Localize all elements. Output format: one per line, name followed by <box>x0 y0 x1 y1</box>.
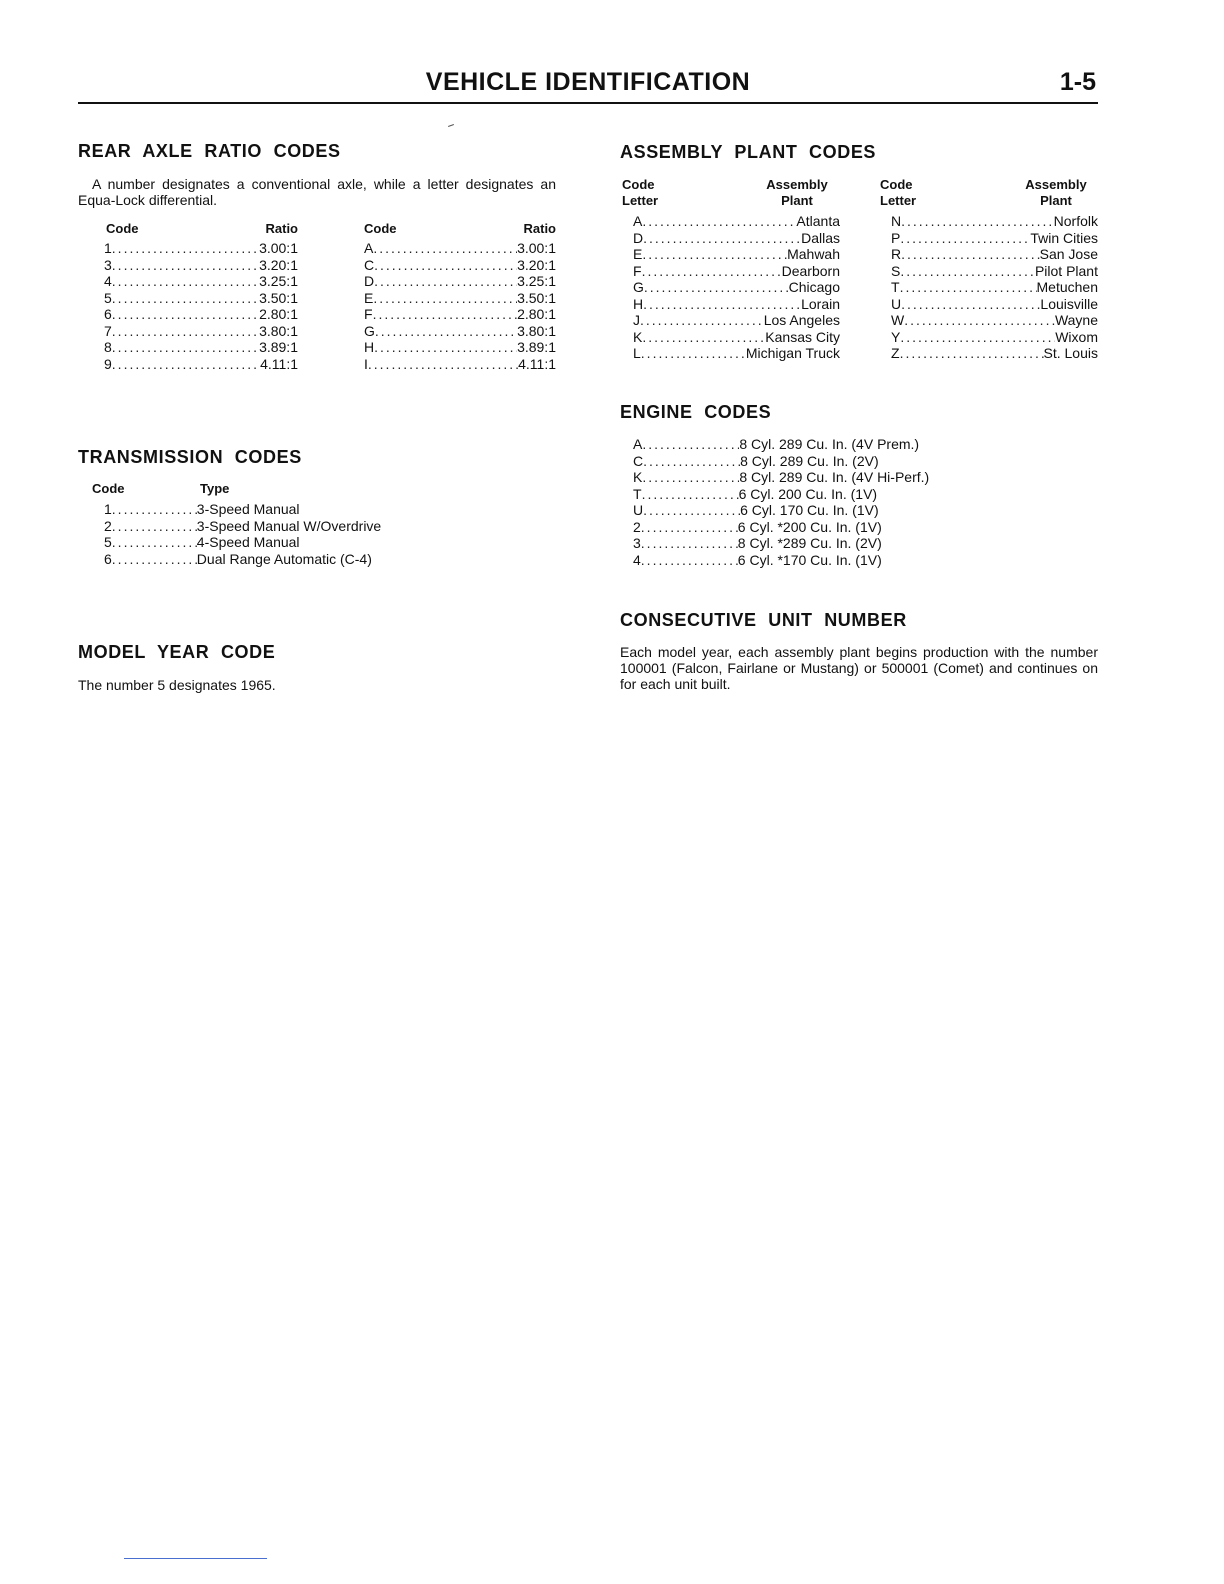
transmission-row <box>104 551 394 568</box>
engine-code: A <box>633 436 643 452</box>
engine-row <box>633 552 953 569</box>
assembly-plant: Los Angeles <box>763 312 840 328</box>
transmission-row <box>104 518 394 535</box>
rear-axle-ratio: 3.25:1 <box>517 273 556 289</box>
rear-axle-ratio: 3.00:1 <box>259 240 298 256</box>
transmission-type: 3-Speed Manual W/Overdrive <box>196 517 382 534</box>
leader-dots <box>641 345 746 362</box>
transmission-code: 1 <box>104 501 112 517</box>
assembly-plant: Wayne <box>1054 312 1098 328</box>
transmission-code: 2 <box>104 517 112 534</box>
assembly-left-code-header <box>622 177 658 209</box>
assembly-row <box>633 312 840 329</box>
assembly-left-plant-header <box>747 177 847 209</box>
leader-dots <box>643 453 740 470</box>
assembly-plant: Wixom <box>1055 328 1098 345</box>
header-line: Plant <box>781 193 813 208</box>
assembly-row <box>633 263 840 280</box>
leader-dots <box>901 296 1040 313</box>
engine-code: U <box>633 502 644 518</box>
rear-axle-code: 4 <box>104 273 112 289</box>
engine-desc: 8 Cyl. 289 Cu. In. (2V) <box>740 452 879 469</box>
consecutive-text: Each model year, each assembly plant begins production with the number 100001 (Falcon, Fairlane or Mustang) or 500001 (Comet) and continues on for each unit built. <box>620 644 1098 692</box>
leader-dots <box>112 257 259 274</box>
rear-axle-code: 1 <box>104 240 112 256</box>
rear-axle-right-code-header: Code <box>364 221 397 236</box>
engine-code: 4 <box>633 551 641 568</box>
header-line: Code <box>880 177 913 192</box>
model-year-text: The number 5 designates 1965. <box>78 677 276 693</box>
rear-axle-row <box>104 257 298 274</box>
header-line: Assembly <box>766 177 828 192</box>
leader-dots <box>900 230 1030 247</box>
transmission-heading: TRANSMISSION CODES <box>78 447 302 467</box>
assembly-code: T <box>891 279 900 295</box>
transmission-type-header: Type <box>200 481 230 496</box>
rear-axle-code: A <box>364 240 374 256</box>
rear-axle-ratio: 3.25:1 <box>259 273 298 289</box>
assembly-row <box>891 345 1098 362</box>
assembly-row <box>633 329 840 346</box>
leader-dots <box>112 240 259 257</box>
transmission-code: 5 <box>104 534 112 550</box>
rear-axle-row <box>364 356 556 373</box>
assembly-code: W <box>891 312 905 328</box>
rear-axle-ratio: 3.89:1 <box>517 339 556 355</box>
assembly-code: P <box>891 229 901 246</box>
rear-axle-row <box>364 240 556 257</box>
assembly-plant: Pilot Plant <box>1034 262 1098 279</box>
assembly-plant: Michigan Truck <box>745 345 840 361</box>
rear-axle-ratio: 3.20:1 <box>517 256 556 273</box>
assembly-plant: Lorain <box>801 295 840 312</box>
engine-code: K <box>633 469 643 485</box>
assembly-code: S <box>891 262 901 279</box>
rear-axle-ratio: 3.80:1 <box>259 322 298 339</box>
assembly-code: K <box>633 328 643 345</box>
rear-axle-ratio: 4.11:1 <box>260 355 298 372</box>
assembly-plant: Dallas <box>801 229 840 246</box>
assembly-code: E <box>633 246 643 262</box>
leader-dots <box>642 436 739 453</box>
engine-heading: ENGINE CODES <box>620 402 772 422</box>
engine-list <box>633 436 953 568</box>
engine-row <box>633 486 953 503</box>
leader-dots <box>112 290 259 307</box>
engine-desc: 8 Cyl. 289 Cu. In. (4V Hi-Perf.) <box>739 469 930 485</box>
leader-dots <box>375 323 517 340</box>
leader-dots <box>644 279 789 296</box>
transmission-code-header: Code <box>92 481 125 496</box>
page-number: 1-5 <box>1059 68 1096 96</box>
assembly-row <box>891 312 1098 329</box>
assembly-plant: Louisville <box>1040 295 1098 312</box>
leader-dots <box>112 339 259 356</box>
rear-axle-row <box>104 240 298 257</box>
leader-dots <box>640 312 764 329</box>
engine-row <box>633 535 953 552</box>
rear-axle-code: C <box>364 256 375 273</box>
transmission-row <box>104 534 394 551</box>
header-line: Letter <box>622 193 659 208</box>
rear-axle-ratio: 3.50:1 <box>259 289 298 306</box>
leader-dots <box>373 240 517 257</box>
rear-axle-code: G <box>364 322 375 339</box>
leader-dots <box>374 273 517 290</box>
engine-row <box>633 519 953 536</box>
rear-axle-row <box>364 306 556 323</box>
assembly-right-list <box>891 213 1098 362</box>
rear-axle-code: 5 <box>104 289 112 306</box>
rear-axle-heading: REAR AXLE RATIO CODES <box>78 141 341 161</box>
engine-code: T <box>633 485 642 502</box>
leader-dots <box>112 356 260 373</box>
leader-dots <box>373 306 518 323</box>
leader-dots <box>642 329 765 346</box>
rear-axle-code: H <box>364 339 375 355</box>
rear-axle-row <box>364 290 556 307</box>
assembly-row <box>891 263 1098 280</box>
leader-dots <box>112 501 197 518</box>
rear-axle-row <box>364 273 556 290</box>
rear-axle-row <box>104 290 298 307</box>
leader-dots <box>900 279 1037 296</box>
leader-dots <box>904 312 1055 329</box>
assembly-code: J <box>633 312 640 328</box>
leader-dots <box>643 296 801 313</box>
rear-axle-row <box>104 356 298 373</box>
assembly-plant-heading: ASSEMBLY PLANT CODES <box>620 142 877 162</box>
assembly-plant: Chicago <box>788 279 840 295</box>
rear-axle-row <box>364 339 556 356</box>
rear-axle-code: 7 <box>104 322 112 339</box>
assembly-plant: Norfolk <box>1053 213 1098 229</box>
assembly-row <box>633 296 840 313</box>
page-title: VEHICLE IDENTIFICATION <box>425 68 751 96</box>
rear-axle-row <box>364 323 556 340</box>
leader-dots <box>373 290 517 307</box>
rear-axle-row <box>104 323 298 340</box>
engine-row <box>633 502 953 519</box>
rear-axle-left-ratio-header: Ratio <box>265 221 298 236</box>
header-line: Assembly <box>1025 177 1087 192</box>
rear-axle-intro: A number designates a conventional axle, while a letter designates an Equa-Lock differential. <box>78 176 556 208</box>
consecutive-heading: CONSECUTIVE UNIT NUMBER <box>620 610 907 630</box>
assembly-row <box>891 230 1098 247</box>
rear-axle-code: D <box>364 273 375 289</box>
header-line: Plant <box>1040 193 1072 208</box>
assembly-code: L <box>633 345 641 361</box>
engine-desc: 6 Cyl. *170 Cu. In. (1V) <box>737 551 882 568</box>
leader-dots <box>641 535 738 552</box>
assembly-code: R <box>891 246 902 262</box>
assembly-row <box>891 279 1098 296</box>
engine-code: C <box>633 452 644 469</box>
transmission-type: Dual Range Automatic (C-4) <box>196 550 372 567</box>
leader-dots <box>641 552 738 569</box>
rear-axle-ratio: 2.80:1 <box>259 306 298 322</box>
rear-axle-row <box>104 273 298 290</box>
leader-dots <box>641 519 738 536</box>
assembly-row <box>633 345 840 362</box>
rear-axle-row <box>364 257 556 274</box>
assembly-plant: Kansas City <box>765 328 840 345</box>
leader-dots <box>374 339 517 356</box>
rear-axle-ratio: 3.89:1 <box>259 339 298 355</box>
leader-dots <box>112 518 197 535</box>
rear-axle-code: 9 <box>104 355 112 372</box>
leader-dots <box>112 306 259 323</box>
assembly-plant: Twin Cities <box>1030 229 1098 246</box>
assembly-row <box>891 329 1098 346</box>
leader-dots <box>643 230 801 247</box>
rear-axle-code: F <box>364 306 373 322</box>
rear-axle-ratio: 3.50:1 <box>517 289 556 306</box>
assembly-plant: Metuchen <box>1036 279 1098 295</box>
assembly-code: N <box>891 213 902 229</box>
assembly-row <box>891 213 1098 230</box>
engine-desc: 6 Cyl. 200 Cu. In. (1V) <box>738 485 878 502</box>
rear-axle-right-ratio-header: Ratio <box>523 221 556 236</box>
leader-dots <box>368 356 518 373</box>
assembly-row <box>891 246 1098 263</box>
assembly-right-code-header <box>880 177 916 209</box>
rear-axle-code: E <box>364 289 374 306</box>
transmission-row <box>104 501 394 518</box>
rear-axle-row <box>104 339 298 356</box>
rear-axle-ratio: 3.20:1 <box>259 256 298 273</box>
engine-desc: 6 Cyl. *200 Cu. In. (1V) <box>737 518 882 535</box>
leader-dots <box>643 502 740 519</box>
engine-desc: 6 Cyl. 170 Cu. In. (1V) <box>740 502 879 518</box>
leader-dots <box>112 534 197 551</box>
leader-dots <box>900 329 1055 346</box>
leader-dots <box>642 263 782 280</box>
page-header <box>78 66 1098 104</box>
engine-code: 3 <box>633 535 641 551</box>
leader-dots <box>901 213 1054 230</box>
leader-dots <box>642 486 739 503</box>
assembly-row <box>633 279 840 296</box>
leader-dots <box>112 323 259 340</box>
rear-axle-right-list <box>364 240 556 372</box>
assembly-plant: Dearborn <box>781 262 840 279</box>
assembly-code: G <box>633 279 644 295</box>
stray-mark <box>448 124 454 127</box>
assembly-plant: Atlanta <box>796 213 840 229</box>
rear-axle-ratio: 3.80:1 <box>517 322 556 339</box>
header-line: Code <box>622 177 655 192</box>
rear-axle-code: 8 <box>104 339 112 355</box>
leader-dots <box>642 469 739 486</box>
assembly-code: U <box>891 295 902 312</box>
model-year-heading: MODEL YEAR CODE <box>78 642 276 662</box>
assembly-plant: San Jose <box>1039 246 1098 262</box>
assembly-code: F <box>633 262 642 279</box>
footer-rule <box>124 1558 267 1559</box>
transmission-code: 6 <box>104 550 112 567</box>
transmission-type: 3-Speed Manual <box>196 501 300 517</box>
assembly-row <box>891 296 1098 313</box>
engine-desc: 8 Cyl. 289 Cu. In. (4V Prem.) <box>739 436 920 452</box>
rear-axle-left-code-header: Code <box>106 221 139 236</box>
engine-code: 2 <box>633 518 641 535</box>
engine-row <box>633 436 953 453</box>
assembly-code: Z <box>891 345 900 361</box>
engine-row <box>633 453 953 470</box>
engine-row <box>633 469 953 486</box>
leader-dots <box>900 345 1044 362</box>
assembly-plant: St. Louis <box>1043 345 1098 361</box>
assembly-left-list <box>633 213 840 362</box>
assembly-row <box>633 230 840 247</box>
assembly-code: Y <box>891 328 901 345</box>
leader-dots <box>642 246 787 263</box>
leader-dots <box>642 213 796 230</box>
rear-axle-ratio: 3.00:1 <box>517 240 556 256</box>
assembly-plant: Mahwah <box>787 246 840 262</box>
rear-axle-code: I <box>364 355 368 372</box>
rear-axle-left-list <box>104 240 298 372</box>
leader-dots <box>112 273 259 290</box>
rear-axle-ratio: 2.80:1 <box>517 306 556 322</box>
leader-dots <box>374 257 517 274</box>
assembly-right-plant-header <box>1006 177 1106 209</box>
leader-dots <box>900 263 1035 280</box>
rear-axle-ratio: 4.11:1 <box>518 355 556 372</box>
rear-axle-code: 3 <box>104 256 112 273</box>
assembly-code: D <box>633 229 644 246</box>
header-line: Letter <box>880 193 917 208</box>
transmission-list <box>104 501 394 567</box>
assembly-row <box>633 246 840 263</box>
leader-dots <box>901 246 1040 263</box>
rear-axle-row <box>104 306 298 323</box>
assembly-code: A <box>633 213 643 229</box>
leader-dots <box>112 551 197 568</box>
engine-desc: 8 Cyl. *289 Cu. In. (2V) <box>737 535 882 551</box>
assembly-code: H <box>633 295 644 312</box>
assembly-row <box>633 213 840 230</box>
rear-axle-code: 6 <box>104 306 112 322</box>
transmission-type: 4-Speed Manual <box>196 534 300 550</box>
